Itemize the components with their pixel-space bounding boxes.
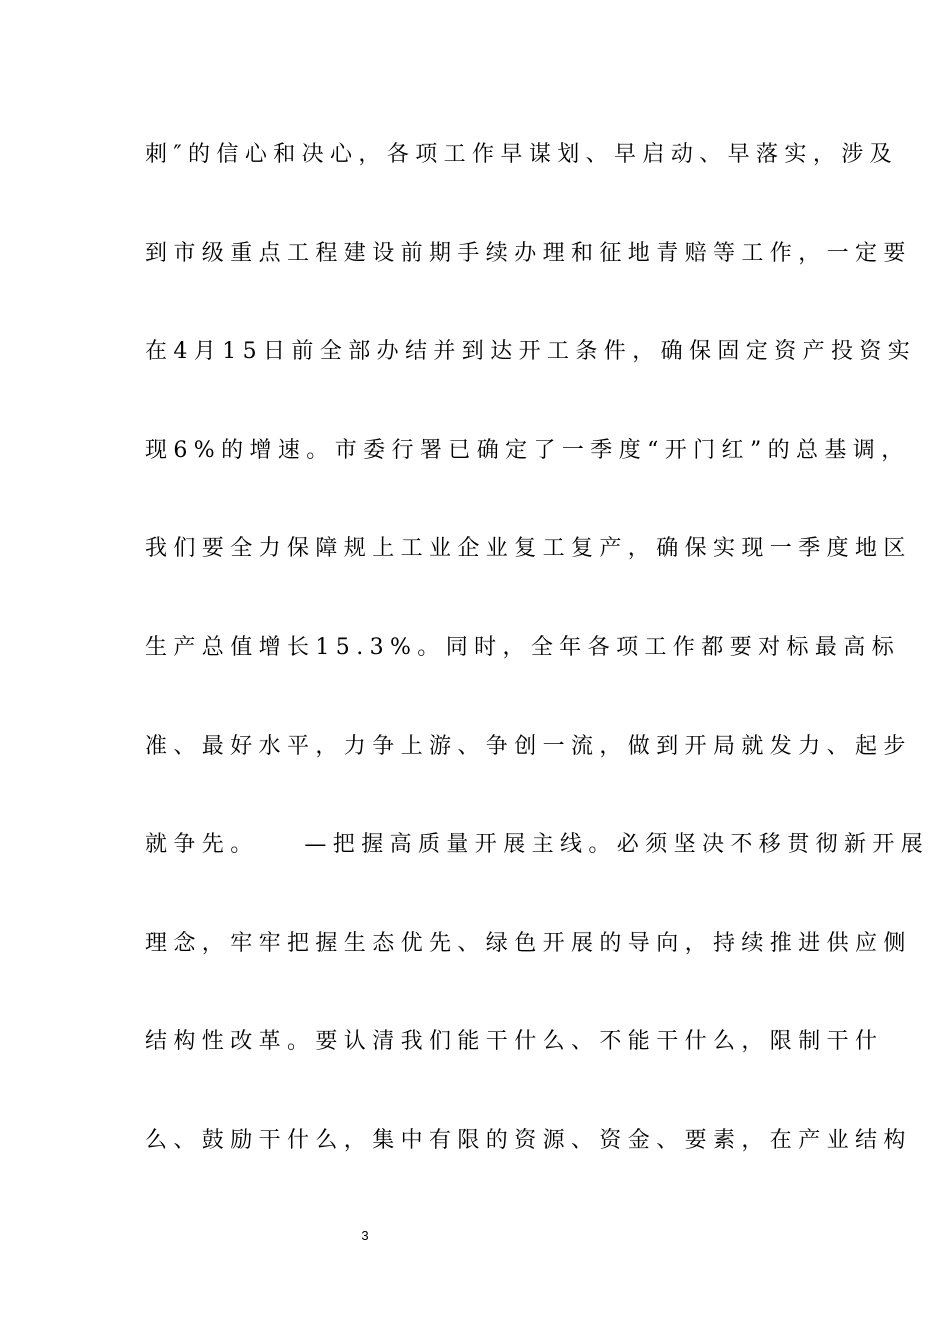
text-line: 刺″的信心和决心，各项工作早谋划、早启动、早落实，涉及 [145,142,899,167]
text-line: 到市级重点工程建设前期手续办理和征地青赔等工作，一定要 [145,240,912,266]
text-line: 么、鼓励干什么，集中有限的资源、资金、要素，在产业结构 [145,1127,912,1153]
text-line: 结构性改革。要认清我们能干什么、不能干什么，限制干什 [145,1029,884,1055]
text-line: 在4月15日前全部办结并到达开工条件，确保固定资产投资实 [145,339,917,365]
text-line: 我们要全力保障规上工业企业复工复产，确保实现一季度地区 [145,536,912,562]
text-line: 理念，牢牢把握生态优先、绿色开展的导向，持续推进供应侧 [145,930,912,956]
text-line: 生产总值增长15.3%。同时，全年各项工作都要对标最高标 [145,634,901,660]
text-line: 就争先。 —把握高质量开展主线。必须坚决不移贯彻新开展 [145,832,930,858]
text-line: 现6%的增速。市委行署已确定了一季度“开门红”的总基调， [145,437,910,463]
body-text [145,130,930,1215]
text-line: 准、最好水平，力争上游、争创一流，做到开局就发力、起步 [145,733,912,759]
page-number: 3 [361,1228,369,1243]
